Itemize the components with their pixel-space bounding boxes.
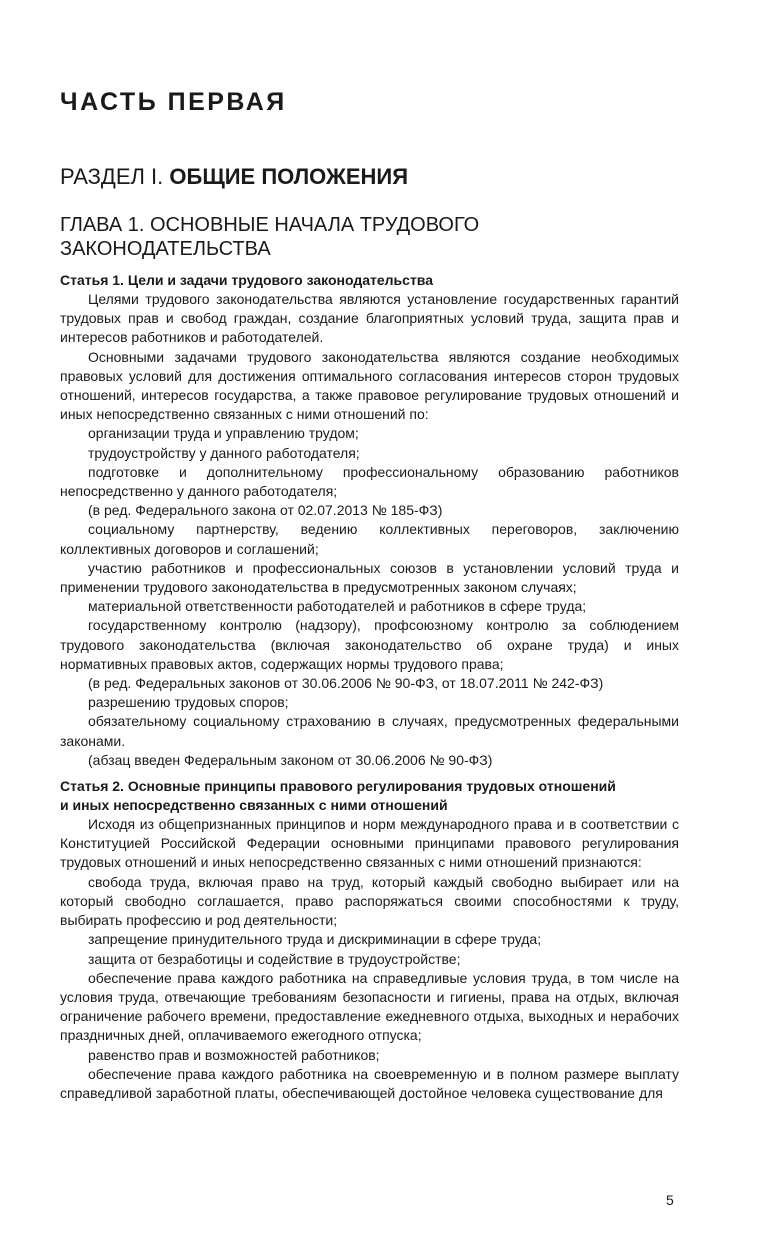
paragraph: обеспечение права каждого работника на справедливые условия труда, в том числе на условия труда, отвечающие требованиям безопасности и гигиены, права на отдых, включая ограничение рабочего времени, предоставление ежедневного отдыха, выходных и нерабочих праздничных дней, оплачиваемого ежегодного отпуска; bbox=[60, 969, 679, 1044]
article-1-title: Статья 1. Цели и задачи трудового законодательства bbox=[60, 272, 434, 288]
section-prefix: РАЗДЕЛ I. bbox=[60, 164, 164, 189]
paragraph: Исходя из общепризнанных принципов и норм международного права и в соответствии с Конституцией Российской Федерации основными принципами правового регулирования трудовых отношений и иных непосредственно связанных с ними отношений признаются: bbox=[60, 816, 679, 871]
page-number: 5 bbox=[666, 1192, 674, 1208]
paragraph: трудоустройству у данного работодателя; bbox=[88, 444, 360, 461]
article-2 bbox=[60, 777, 679, 1103]
paragraph: подготовке и дополнительному профессиональному образованию работников непосредственно у данного работодателя; bbox=[60, 463, 679, 500]
section-title bbox=[60, 164, 679, 190]
paragraph: Основными задачами трудового законодательства являются создание необходимых правовых условий для достижения оптимального согласования интересов сторон трудовых отношений, интересов государства, а также правовое регулирование трудовых отношений и иных непосредственно связанных с ними отношений по: bbox=[60, 348, 679, 423]
paragraph: участию работников и профессиональных союзов в установлении условий труда и применении трудового законодательства в предусмотренных законом случаях; bbox=[60, 559, 679, 596]
article-1 bbox=[60, 271, 679, 770]
paragraph: организации труда и управлению трудом; bbox=[88, 425, 359, 442]
paragraph: материальной ответственности работодателей и работников в сфере труда; bbox=[88, 598, 587, 615]
amendment-note: (абзац введен Федеральным законом от 30.06.2006 № 90-ФЗ) bbox=[88, 751, 493, 768]
paragraph: разрешению трудовых споров; bbox=[88, 694, 289, 711]
amendment-note: (в ред. Федеральных законов от 30.06.2006 № 90-ФЗ, от 18.07.2011 № 242-ФЗ) bbox=[88, 675, 604, 692]
paragraph: обеспечение права каждого работника на своевременную и в полном размере выплату справедливой заработной платы, обеспечивающей достойное человека существование для bbox=[60, 1065, 679, 1101]
article-2-title-line-2: и иных непосредственно связанных с ними отношений bbox=[60, 797, 448, 814]
paragraph: Целями трудового законодательства являются установление государственных гарантий трудовых прав и свобод граждан, создание благоприятных условий труда, защита прав и интересов работников и работодателей. bbox=[60, 291, 679, 346]
part-title: ЧАСТЬ ПЕРВАЯ bbox=[60, 88, 287, 116]
paragraph: государственному контролю (надзору), профсоюзному контролю за соблюдением трудового законодательства (включая законодательство об охране труда) и иных нормативных правовых актов, содержащих нормы трудового права; bbox=[60, 617, 679, 672]
paragraph: равенство прав и возможностей работников; bbox=[88, 1046, 380, 1063]
paragraph: запрещение принудительного труда и дискриминации в сфере труда; bbox=[88, 931, 542, 948]
paragraph: обязательному социальному страхованию в случаях, предусмотренных федеральными законами. bbox=[60, 713, 679, 749]
paragraph: свобода труда, включая право на труд, который каждый свободно выбирает или на который свободно соглашается, право распоряжаться своими способностями к труду, выбирать профессию и род деятельности; bbox=[60, 873, 679, 929]
paragraph: защита от безработицы и содействие в трудоустройстве; bbox=[88, 950, 461, 967]
paragraph: социальному партнерству, ведению коллективных переговоров, заключению коллективных договоров и соглашений; bbox=[60, 521, 679, 557]
amendment-note: (в ред. Федерального закона от 02.07.2013 № 185-ФЗ) bbox=[88, 502, 443, 519]
article-2-title-line-1: Статья 2. Основные принципы правового регулирования трудовых отношений bbox=[60, 778, 616, 795]
chapter-title: ГЛАВА 1. ОСНОВНЫЕ НАЧАЛА ТРУДОВОГО ЗАКОНОДАТЕЛЬСТВА bbox=[60, 214, 480, 260]
section-name: ОБЩИЕ ПОЛОЖЕНИЯ bbox=[169, 164, 409, 189]
page-content bbox=[60, 88, 679, 1103]
